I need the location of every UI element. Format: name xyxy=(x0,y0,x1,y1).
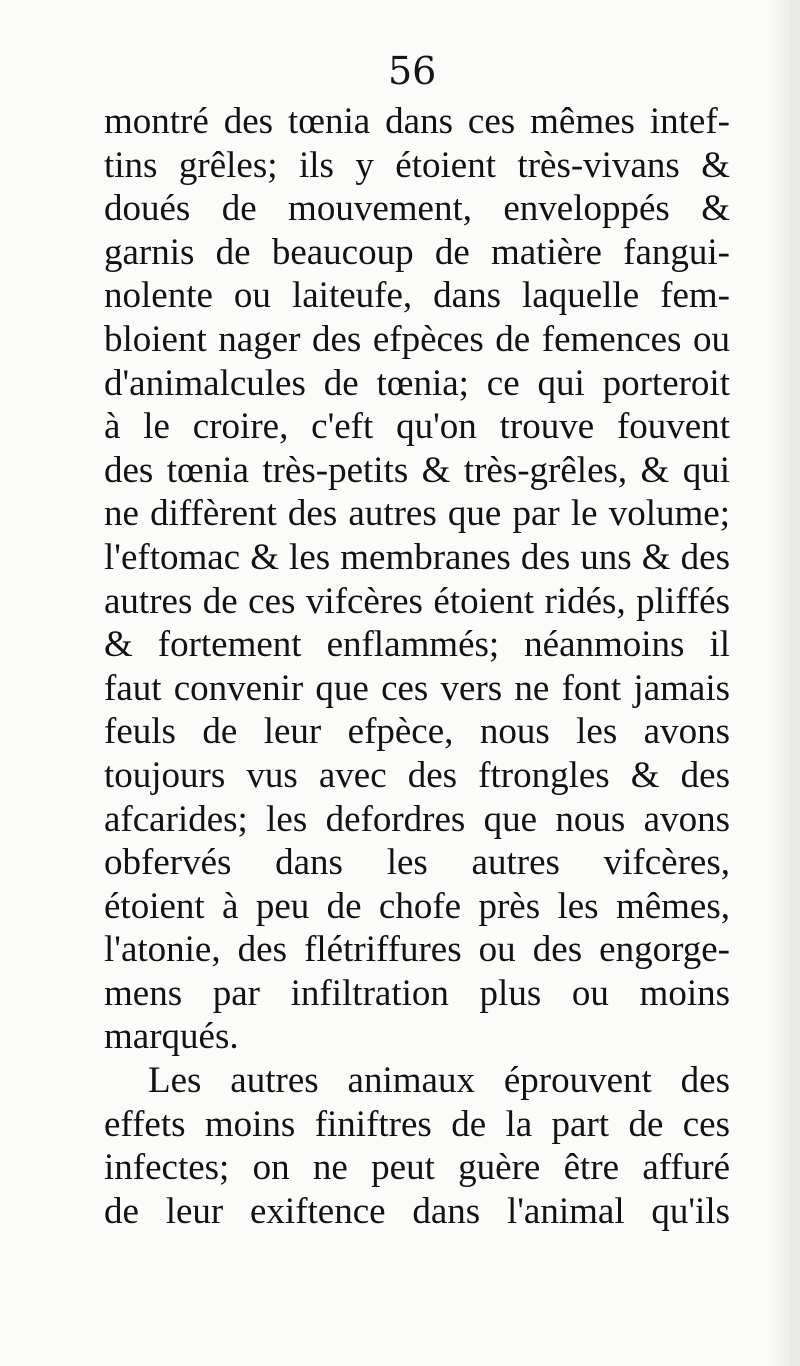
text-line: d'animalcules de tœnia; ce qui porteroit xyxy=(104,362,730,404)
text-line: toujours vus avec des ftrongles & des xyxy=(104,754,730,796)
text-line: Les autres animaux éprouvent des xyxy=(148,1060,730,1102)
text-line: étoient à peu de chofe près les mêmes, xyxy=(104,885,730,927)
text-line: feuls de leur efpèce, nous les avons xyxy=(104,711,730,753)
page-number: 56 xyxy=(388,49,437,93)
body-text xyxy=(104,100,730,1233)
text-line: l'eftomac & les membranes des uns & des xyxy=(104,536,730,578)
text-line: effets moins finiftres de la part de ces xyxy=(104,1103,730,1145)
text-line: ne diffèrent des autres que par le volume; xyxy=(104,493,730,535)
text-line: autres de ces vifcères étoient ridés, pliffés xyxy=(104,580,730,622)
text-line: bloient nager des efpèces de femences ou xyxy=(104,318,730,360)
text-line: & fortement enflammés; néanmoins il xyxy=(104,624,730,666)
text-line: doués de mouvement, enveloppés & xyxy=(104,188,730,230)
text-line: montré des tœnia dans ces mêmes intef- xyxy=(104,101,730,142)
text-line: des tœnia très-petits & très-grêles, & qui xyxy=(104,449,730,491)
text-line: marqués. xyxy=(104,1016,239,1058)
text-line: à le croire, c'eft qu'on trouve fouvent xyxy=(104,406,730,448)
page-edge-shadow xyxy=(768,0,790,1366)
text-line: obfervés dans les autres vifcères, xyxy=(104,842,730,884)
text-line: afcarides; les defordres que nous avons xyxy=(104,798,730,840)
text-line: l'atonie, des flétriffures ou des engorge- xyxy=(104,929,730,971)
text-line: faut convenir que ces vers ne font jamais xyxy=(104,667,730,709)
text-line: mens par infiltration plus ou moins xyxy=(104,972,730,1014)
text-line: tins grêles; ils y étoient très-vivans & xyxy=(104,144,730,186)
text-line: de leur exiftence dans l'animal qu'ils xyxy=(104,1190,730,1232)
text-line: nolente ou laiteufe, dans laquelle fem- xyxy=(104,275,730,317)
text-line: garnis de beaucoup de matière fangui- xyxy=(104,231,730,273)
text-line: infectes; on ne peut guère être affuré xyxy=(104,1147,730,1189)
